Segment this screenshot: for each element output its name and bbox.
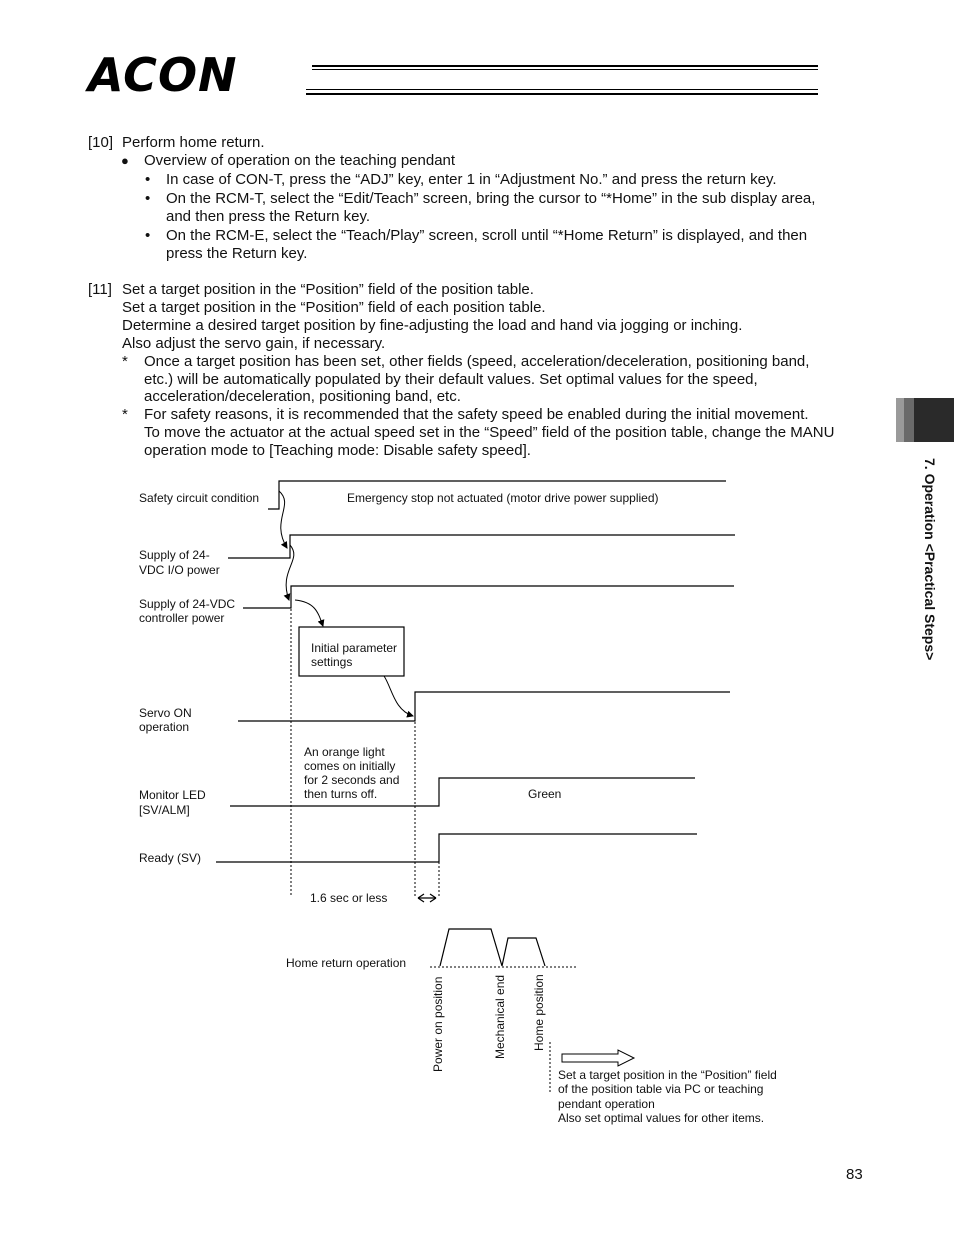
note2-line2: To move the actuator at the actual speed set in the “Speed” field of the position table, change the MANU	[144, 424, 835, 441]
step11-line1: Set a target position in the “Position” field of the position table.	[122, 281, 534, 298]
note1-line1: Once a target position has been set, other fields (speed, acceleration/deceleration, positioning band,	[144, 353, 810, 370]
step10-bullet: Overview of operation on the teaching pendant	[144, 152, 456, 169]
step11-line2: Set a target position in the “Position” field of each position table.	[122, 299, 546, 316]
label-monitor-2: [SV/ALM]	[139, 803, 190, 817]
label-home-pos: Home position	[532, 974, 546, 1051]
step10-sub3-line2: press the Return key.	[166, 245, 308, 262]
label-ctrl-power-1: Supply of 24-VDC	[139, 597, 236, 611]
bullet-dot: ●	[121, 153, 129, 168]
sub-bullet-3: •	[145, 227, 151, 244]
note-star-2: *	[122, 406, 128, 423]
label-time: 1.6 sec or less	[310, 891, 388, 905]
label-power-on-pos: Power on position	[431, 976, 445, 1072]
label-servo-on-1: Servo ON	[139, 706, 192, 720]
label-io-power-1: Supply of 24-	[139, 548, 210, 562]
label-monitor-1: Monitor LED	[139, 788, 206, 802]
label-orange-2: comes on initially	[304, 759, 396, 773]
note2-line3: operation mode to [Teaching mode: Disable safety speed].	[144, 442, 531, 459]
ctrl-power-signal-line	[243, 586, 734, 608]
label-set-target-3: pendant operation	[558, 1097, 655, 1111]
label-set-target-4: Also set optimal values for other items.	[558, 1111, 765, 1125]
note-star-1: *	[122, 353, 128, 370]
label-ctrl-power-2: controller power	[139, 611, 225, 625]
servo-on-signal-line	[238, 692, 730, 721]
label-orange-4: then turns off.	[304, 787, 378, 801]
sub-bullet-1: •	[145, 171, 151, 188]
label-set-target-2: of the position table via PC or teaching	[558, 1082, 764, 1096]
monitor-led-signal-line	[230, 778, 695, 806]
label-mech-end: Mechanical end	[493, 974, 507, 1059]
label-green: Green	[528, 787, 562, 801]
io-power-signal-line	[228, 535, 735, 558]
step11-number: [11]	[88, 281, 112, 298]
logo-text: ACON	[88, 48, 238, 102]
label-init-param-2: settings	[311, 655, 353, 669]
outline-right-arrow	[562, 1050, 634, 1066]
label-safety-circuit: Safety circuit condition	[139, 491, 260, 505]
step11-line3: Determine a desired target position by fine-adjusting the load and hand via jogging or inching.	[122, 317, 743, 334]
step11-line4: Also adjust the servo gain, if necessary.	[122, 335, 386, 352]
step10-sub3-line1: On the RCM-E, select the “Teach/Play” screen, scroll until “*Home Return” is displayed, and then	[166, 227, 808, 244]
label-io-power-2: VDC I/O power	[139, 563, 220, 577]
ready-signal-line	[216, 834, 697, 862]
label-orange-1: An orange light	[304, 745, 385, 759]
label-init-param-1: Initial parameter	[311, 641, 398, 655]
note1-line3: acceleration/deceleration, positioning band, etc.	[144, 388, 461, 405]
step10-sub1: In case of CON-T, press the “ADJ” key, enter 1 in “Adjustment No.” and press the return key.	[166, 171, 777, 188]
step10-sub2-line2: and then press the Return key.	[166, 208, 371, 225]
page-number: 83	[846, 1166, 863, 1183]
home-return-profile	[440, 929, 545, 966]
step10-number: [10]	[88, 134, 114, 151]
step10-title: Perform home return.	[122, 134, 265, 151]
chapter-label: 7. Operation <Practical Steps>	[922, 458, 938, 661]
label-ready: Ready (SV)	[139, 851, 202, 865]
sub-bullet-2: •	[145, 190, 151, 207]
note2-line1: For safety reasons, it is recommended that the safety speed be enabled during the initial movement.	[144, 406, 809, 423]
label-servo-on-2: operation	[139, 720, 190, 734]
label-emergency-stop: Emergency stop not actuated (motor drive power supplied)	[347, 491, 659, 505]
label-set-target-1: Set a target position in the “Position” field	[558, 1068, 777, 1082]
label-orange-3: for 2 seconds and	[304, 773, 400, 787]
label-home-return: Home return operation	[286, 956, 407, 970]
note1-line2: etc.) will be automatically populated by their default values. Set optimal values for the speed,	[144, 371, 758, 388]
step10-sub2-line1: On the RCM-T, select the “Edit/Teach” screen, bring the cursor to “*Home” in the sub display area,	[166, 190, 816, 207]
